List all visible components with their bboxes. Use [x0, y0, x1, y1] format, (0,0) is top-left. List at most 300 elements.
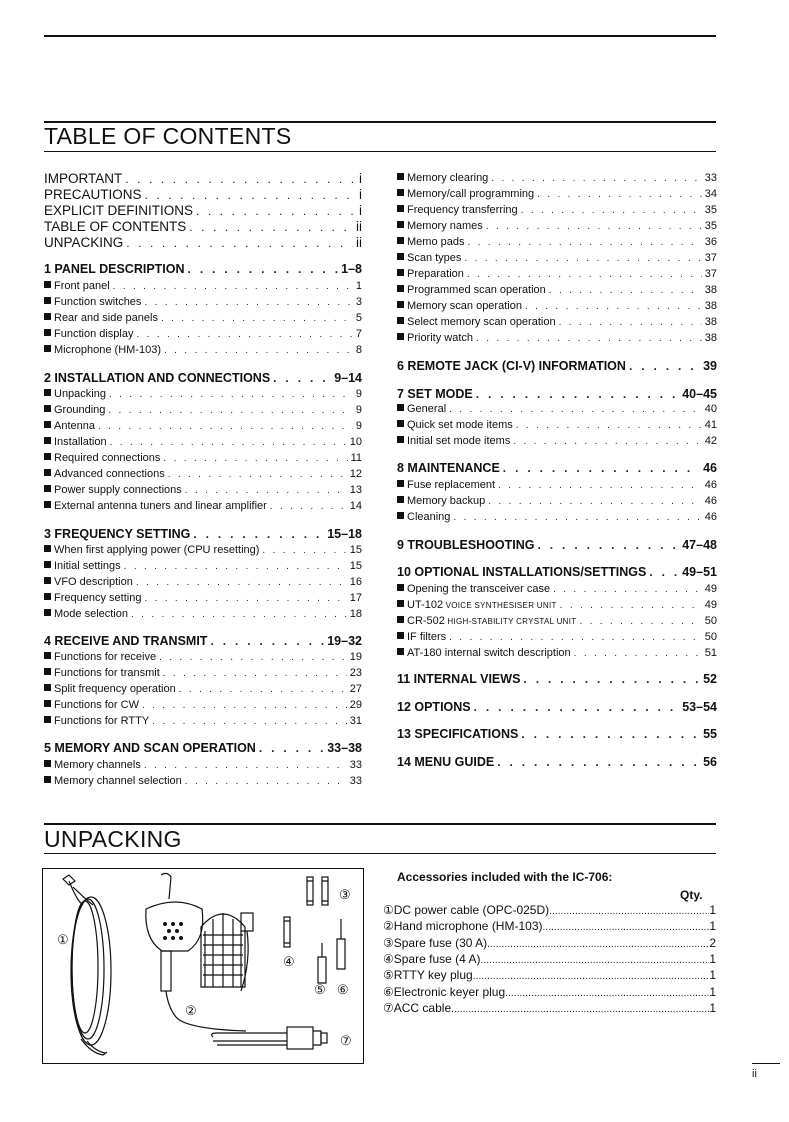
toc-chapter-entry [397, 700, 717, 714]
accessory-item [383, 985, 716, 999]
toc-sub-entry [44, 699, 362, 711]
dot-leader [503, 461, 700, 475]
toc-entry-page: 27 [349, 683, 362, 695]
toc-sub-entry [44, 404, 362, 416]
toc-entry-label: Memory clearing [397, 172, 488, 184]
toc-entry-label: Memory channel selection [44, 775, 182, 787]
toc-chapter-entry [397, 755, 717, 769]
toc-entry-page: 3 [355, 296, 362, 308]
toc-sub-entry [44, 420, 362, 432]
toc-entry-page: 19–32 [327, 634, 362, 648]
dot-leader [579, 616, 701, 627]
dot-leader [474, 700, 680, 714]
dot-leader [189, 220, 353, 234]
toc-entry-label: Microphone (HM-103) [44, 344, 161, 356]
toc-sub-entry [397, 647, 717, 659]
toc-entry-page: 37 [704, 268, 717, 280]
toc-entry-label: Memory channels [44, 759, 141, 771]
dot-leader [467, 269, 702, 280]
toc-entry-label: UNPACKING [44, 235, 124, 250]
toc-entry-label: Grounding [44, 404, 105, 416]
toc-entry-label: Function switches [44, 296, 141, 308]
dot-leader [476, 333, 702, 344]
dot-leader [113, 281, 353, 292]
toc-sub-entry [397, 435, 717, 447]
square-bullet-icon [44, 329, 51, 336]
dot-leader [491, 173, 701, 184]
toc-sub-entry [44, 344, 362, 356]
dot-leader [125, 172, 356, 186]
dot-leader [144, 760, 347, 771]
toc-sub-entry [44, 560, 362, 572]
unpacking-title-rule [44, 823, 716, 825]
square-bullet-icon [397, 616, 404, 623]
square-bullet-icon [44, 469, 51, 476]
toc-sub-entry [397, 236, 717, 248]
accessory-item [383, 1001, 716, 1015]
toc-sub-entry [44, 608, 362, 620]
accessory-item [383, 903, 716, 917]
square-bullet-icon [44, 501, 51, 508]
dot-leader [159, 652, 347, 663]
toc-sub-entry [397, 511, 717, 523]
dot-leader [521, 727, 700, 741]
toc-entry-label: Advanced connections [44, 468, 165, 480]
dot-leader [137, 329, 353, 340]
dot-leader [453, 512, 701, 523]
toc-chapter-entry [44, 634, 362, 648]
dot-leader [164, 345, 353, 356]
dot-leader [449, 404, 702, 415]
toc-sub-entry [44, 667, 362, 679]
toc-entry-label: 1 PANEL DESCRIPTION [44, 262, 185, 276]
dot-leader [163, 668, 347, 679]
toc-sub-entry [44, 296, 362, 308]
square-bullet-icon [44, 313, 51, 320]
dot-leader [262, 545, 346, 556]
toc-entry-label: Scan types [397, 252, 461, 264]
accessories-heading: Accessories included with the IC-706: [397, 870, 613, 884]
square-bullet-icon [397, 237, 404, 244]
dot-leader [523, 672, 700, 686]
toc-sub-entry [397, 419, 717, 431]
square-bullet-icon [44, 652, 51, 659]
toc-entry-label: 6 REMOTE JACK (CI-V) INFORMATION [397, 359, 626, 373]
square-bullet-icon [44, 297, 51, 304]
square-bullet-icon [397, 648, 404, 655]
dot-leader [467, 237, 701, 248]
dot-leader [185, 485, 347, 496]
figure-label-3: ③ [339, 887, 351, 902]
toc-entry-page: i [359, 203, 362, 218]
toc-sub-entry [397, 300, 717, 312]
toc-entry-page: 12 [349, 468, 362, 480]
square-bullet-icon [397, 285, 404, 292]
toc-entry-page: 46 [704, 511, 717, 523]
toc-entry-page: 38 [704, 300, 717, 312]
dot-leader [124, 561, 347, 572]
toc-entry-page: 35 [704, 220, 717, 232]
dot-leader [144, 593, 346, 604]
dot-leader [505, 988, 709, 999]
toc-entry-label: Memory backup [397, 495, 485, 507]
toc-entry-label: Cleaning [397, 511, 450, 523]
toc-sub-entry [397, 268, 717, 280]
dot-leader [498, 480, 702, 491]
toc-entry-page: 5 [355, 312, 362, 324]
toc-entry-page: i [359, 171, 362, 186]
toc-sub-entry [44, 759, 362, 771]
square-bullet-icon [44, 421, 51, 428]
toc-sub-entry [44, 500, 362, 512]
dot-leader [486, 221, 702, 232]
square-bullet-icon [397, 205, 404, 212]
toc-entry-label: 9 TROUBLESHOOTING [397, 538, 535, 552]
toc-sub-entry [44, 280, 362, 292]
toc-entry-label: VFO description [44, 576, 133, 588]
toc-entry-page: 38 [704, 332, 717, 344]
accessory-qty: 1 [709, 903, 716, 917]
toc-entry-label: Front panel [44, 280, 110, 292]
toc-entry-label: IMPORTANT [44, 171, 123, 186]
dot-leader [487, 939, 709, 950]
dot-leader [110, 437, 347, 448]
toc-entry-label: Initial settings [44, 560, 121, 572]
dot-leader [513, 436, 701, 447]
toc-entry-page: 19 [349, 651, 362, 663]
toc-entry-page: 47–48 [682, 538, 717, 552]
dot-leader [210, 634, 324, 648]
toc-sub-entry [397, 188, 717, 200]
toc-sub-entry [44, 775, 362, 787]
toc-entry-page: 49–51 [682, 565, 717, 579]
toc-entry-page: 23 [349, 667, 362, 679]
toc-entry-label: TABLE OF CONTENTS [44, 219, 187, 234]
square-bullet-icon [397, 301, 404, 308]
toc-entry-page: 7 [355, 328, 362, 340]
toc-chapter-entry [44, 741, 362, 755]
toc-entry-label: Functions for RTTY [44, 715, 149, 727]
toc-entry-page: 46 [703, 461, 717, 475]
toc-sub-entry [44, 484, 362, 496]
toc-entry-label: 3 FREQUENCY SETTING [44, 527, 191, 541]
dot-leader [476, 387, 680, 401]
toc-entry-page: 40 [704, 403, 717, 415]
toc-entry-label: Functions for transmit [44, 667, 160, 679]
square-bullet-icon [44, 405, 51, 412]
dot-leader [145, 188, 356, 202]
dot-leader [108, 405, 353, 416]
toc-entry-page: 52 [703, 672, 717, 686]
toc-entry-label: Memory names [397, 220, 483, 232]
toc-entry-page: 56 [703, 755, 717, 769]
toc-chapter-entry [44, 527, 362, 541]
toc-front-entry [44, 235, 362, 250]
square-bullet-icon [44, 577, 51, 584]
toc-entry-page: 17 [349, 592, 362, 604]
square-bullet-icon [44, 684, 51, 691]
accessory-label: ⑦ACC cable [383, 1000, 452, 1015]
unpacking-title-underline [44, 853, 716, 854]
figure-label-1: ① [57, 932, 69, 947]
toc-entry-label: Frequency setting [44, 592, 141, 604]
dot-leader [451, 1004, 709, 1015]
dot-leader [559, 317, 702, 328]
toc-entry-page: 31 [349, 715, 362, 727]
toc-sub-entry [44, 651, 362, 663]
toc-entry-label: IF filters [397, 631, 446, 643]
toc-entry-page: 46 [704, 495, 717, 507]
toc-entry-page: 1 [355, 280, 362, 292]
toc-entry-page: 38 [704, 284, 717, 296]
toc-entry-page: 14 [349, 500, 362, 512]
toc-entry-page: 15 [349, 544, 362, 556]
dot-leader [152, 716, 347, 727]
toc-entry-label: Functions for receive [44, 651, 156, 663]
toc-sub-entry [397, 332, 717, 344]
toc-entry-label: 10 OPTIONAL INSTALLATIONS/SETTINGS [397, 565, 647, 579]
toc-sub-entry [44, 576, 362, 588]
square-bullet-icon [397, 512, 404, 519]
dot-leader [549, 906, 709, 917]
toc-chapter-entry [397, 672, 717, 686]
toc-chapter-entry [44, 262, 362, 276]
toc-chapter-entry [397, 387, 717, 401]
toc-chapter-entry [397, 538, 717, 552]
dot-leader [629, 359, 700, 373]
toc-sub-entry [44, 592, 362, 604]
dot-leader [543, 922, 710, 933]
toc-sub-entry [44, 328, 362, 340]
toc-entry-label: CR-502 HIGH-STABILITY CRYSTAL UNIT [397, 615, 576, 627]
toc-entry-page: 9–14 [334, 371, 362, 385]
dot-leader [560, 600, 702, 611]
toc-entry-label: Memory/call programming [397, 188, 534, 200]
toc-sub-entry [397, 615, 717, 627]
toc-entry-label: Frequency transferring [397, 204, 518, 216]
square-bullet-icon [397, 600, 404, 607]
toc-entry-page: 15–18 [327, 527, 362, 541]
dot-leader [168, 469, 347, 480]
dot-leader [188, 262, 339, 276]
dot-leader [464, 253, 701, 264]
toc-entry-page: 9 [355, 404, 362, 416]
accessory-qty: 1 [709, 951, 716, 966]
toc-front-entry [44, 171, 362, 186]
toc-sub-entry [44, 544, 362, 556]
toc-entry-page: 33 [704, 172, 717, 184]
square-bullet-icon [397, 436, 404, 443]
toc-entry-page: 38 [704, 316, 717, 328]
dot-leader [193, 527, 324, 541]
toc-chapter-entry [397, 727, 717, 741]
dot-leader [270, 501, 347, 512]
accessory-qty: 1 [709, 968, 716, 983]
toc-entry-page: 29 [349, 699, 362, 711]
toc-sub-entry [397, 599, 717, 611]
toc-entry-label: 7 SET MODE [397, 387, 473, 401]
toc-title: TABLE OF CONTENTS [44, 123, 292, 149]
toc-entry-label: UT-102 VOICE SYNTHESISER UNIT [397, 599, 557, 611]
accessory-label: ①DC power cable (OPC-025D) [383, 903, 550, 917]
accessory-qty: 1 [709, 984, 716, 999]
toc-entry-page: 50 [704, 631, 717, 643]
accessory-item [383, 936, 716, 950]
dot-leader [553, 584, 702, 595]
toc-entry-page: 46 [704, 479, 717, 491]
toc-entry-page: 40–45 [682, 387, 717, 401]
toc-entry-label: Rear and side panels [44, 312, 158, 324]
toc-sub-entry [397, 220, 717, 232]
dot-leader [185, 776, 347, 787]
toc-entry-page: 33 [349, 759, 362, 771]
dot-leader [161, 313, 353, 324]
dot-leader [473, 971, 710, 982]
toc-entry-label: 8 MAINTENANCE [397, 461, 500, 475]
toc-entry-page: 8 [355, 344, 362, 356]
toc-entry-page: 53–54 [682, 700, 717, 714]
toc-entry-page: 36 [704, 236, 717, 248]
toc-entry-page: 55 [703, 727, 717, 741]
square-bullet-icon [44, 776, 51, 783]
toc-entry-label: 12 OPTIONS [397, 700, 471, 714]
dot-leader [109, 389, 353, 400]
square-bullet-icon [397, 189, 404, 196]
figure-label-5: ⑤ [314, 982, 326, 997]
toc-front-entry [44, 203, 362, 218]
toc-entry-label: Initial set mode items [397, 435, 510, 447]
accessory-item [383, 919, 716, 933]
dot-leader [98, 421, 353, 432]
dot-leader [549, 285, 702, 296]
toc-sub-entry [397, 316, 717, 328]
accessory-label: ②Hand microphone (HM-103) [383, 919, 543, 934]
toc-entry-page: 1–8 [341, 262, 362, 276]
toc-sub-entry [44, 468, 362, 480]
toc-entry-label: Programmed scan operation [397, 284, 546, 296]
toc-entry-page: 15 [349, 560, 362, 572]
toc-entry-page: 50 [704, 615, 717, 627]
square-bullet-icon [44, 345, 51, 352]
square-bullet-icon [44, 453, 51, 460]
dot-leader [521, 205, 702, 216]
square-bullet-icon [44, 760, 51, 767]
square-bullet-icon [44, 700, 51, 707]
square-bullet-icon [397, 480, 404, 487]
accessory-qty: 1 [709, 1000, 716, 1015]
toc-entry-label: Opening the transceiver case [397, 583, 550, 595]
toc-sub-entry [397, 252, 717, 264]
square-bullet-icon [44, 389, 51, 396]
toc-sub-entry [397, 172, 717, 184]
toc-sub-entry [44, 452, 362, 464]
dot-leader [538, 538, 680, 552]
square-bullet-icon [397, 584, 404, 591]
square-bullet-icon [44, 668, 51, 675]
figure-label-7: ⑦ [340, 1033, 352, 1048]
toc-sub-entry [397, 403, 717, 415]
toc-entry-page: ii [356, 235, 362, 250]
toc-entry-label: PRECAUTIONS [44, 187, 142, 202]
dot-leader [273, 371, 331, 385]
accessories-illustration [42, 868, 364, 1064]
toc-entry-label: 5 MEMORY AND SCAN OPERATION [44, 741, 256, 755]
dot-leader [196, 204, 356, 218]
dot-leader [480, 955, 709, 966]
toc-entry-page: 37 [704, 252, 717, 264]
dot-leader [449, 632, 702, 643]
toc-chapter-entry [44, 371, 362, 385]
toc-entry-page: 13 [349, 484, 362, 496]
square-bullet-icon [44, 437, 51, 444]
dot-leader [516, 420, 702, 431]
toc-sub-entry [397, 204, 717, 216]
toc-entry-label: 11 INTERNAL VIEWS [397, 672, 521, 686]
dot-leader [649, 565, 679, 579]
top-rule [44, 35, 716, 37]
toc-front-entry [44, 219, 362, 234]
dot-leader [142, 700, 347, 711]
toc-entry-page: 35 [704, 204, 717, 216]
toc-entry-label: Split frequency operation [44, 683, 176, 695]
toc-entry-label: Functions for CW [44, 699, 139, 711]
square-bullet-icon [44, 593, 51, 600]
dot-leader [131, 609, 347, 620]
dot-leader [259, 741, 324, 755]
toc-entry-page: 16 [349, 576, 362, 588]
accessory-label: ⑥Electronic keyer plug [383, 984, 506, 999]
toc-entry-label: Installation [44, 436, 107, 448]
toc-sub-entry [397, 284, 717, 296]
toc-entry-label: General [397, 403, 446, 415]
toc-entry-page: 18 [349, 608, 362, 620]
square-bullet-icon [397, 632, 404, 639]
accessory-qty: 1 [709, 919, 716, 934]
toc-entry-label: Priority watch [397, 332, 473, 344]
square-bullet-icon [397, 173, 404, 180]
dot-leader [525, 301, 702, 312]
toc-sub-entry [44, 312, 362, 324]
toc-entry-label: EXPLICIT DEFINITIONS [44, 203, 194, 218]
toc-entry-label: When first applying power (CPU resetting) [44, 544, 259, 556]
toc-sub-entry [397, 479, 717, 491]
figure-label-6: ⑥ [337, 982, 349, 997]
toc-entry-label: Power supply connections [44, 484, 182, 496]
page-number: ii [752, 1068, 757, 1080]
toc-entry-page: 34 [704, 188, 717, 200]
toc-entry-label: Quick set mode items [397, 419, 513, 431]
qty-header: Qty. [680, 888, 703, 902]
dot-leader [126, 236, 353, 250]
toc-entry-label: AT-180 internal switch description [397, 647, 571, 659]
square-bullet-icon [397, 496, 404, 503]
toc-entry-label: 13 SPECIFICATIONS [397, 727, 519, 741]
toc-entry-label: Antenna [44, 420, 95, 432]
toc-entry-page: i [359, 187, 362, 202]
toc-entry-label: 2 INSTALLATION AND CONNECTIONS [44, 371, 271, 385]
toc-entry-page: 9 [355, 420, 362, 432]
dot-leader [144, 297, 352, 308]
accessory-label: ③Spare fuse (30 A) [383, 935, 488, 950]
toc-entry-page: 49 [704, 599, 717, 611]
toc-front-entry [44, 187, 362, 202]
accessory-label: ④Spare fuse (4 A) [383, 951, 481, 966]
figure-label-4: ④ [283, 954, 295, 969]
toc-entry-label: Mode selection [44, 608, 128, 620]
toc-entry-label: Required connections [44, 452, 160, 464]
toc-chapter-entry [397, 461, 717, 475]
toc-entry-page: 11 [350, 452, 362, 464]
